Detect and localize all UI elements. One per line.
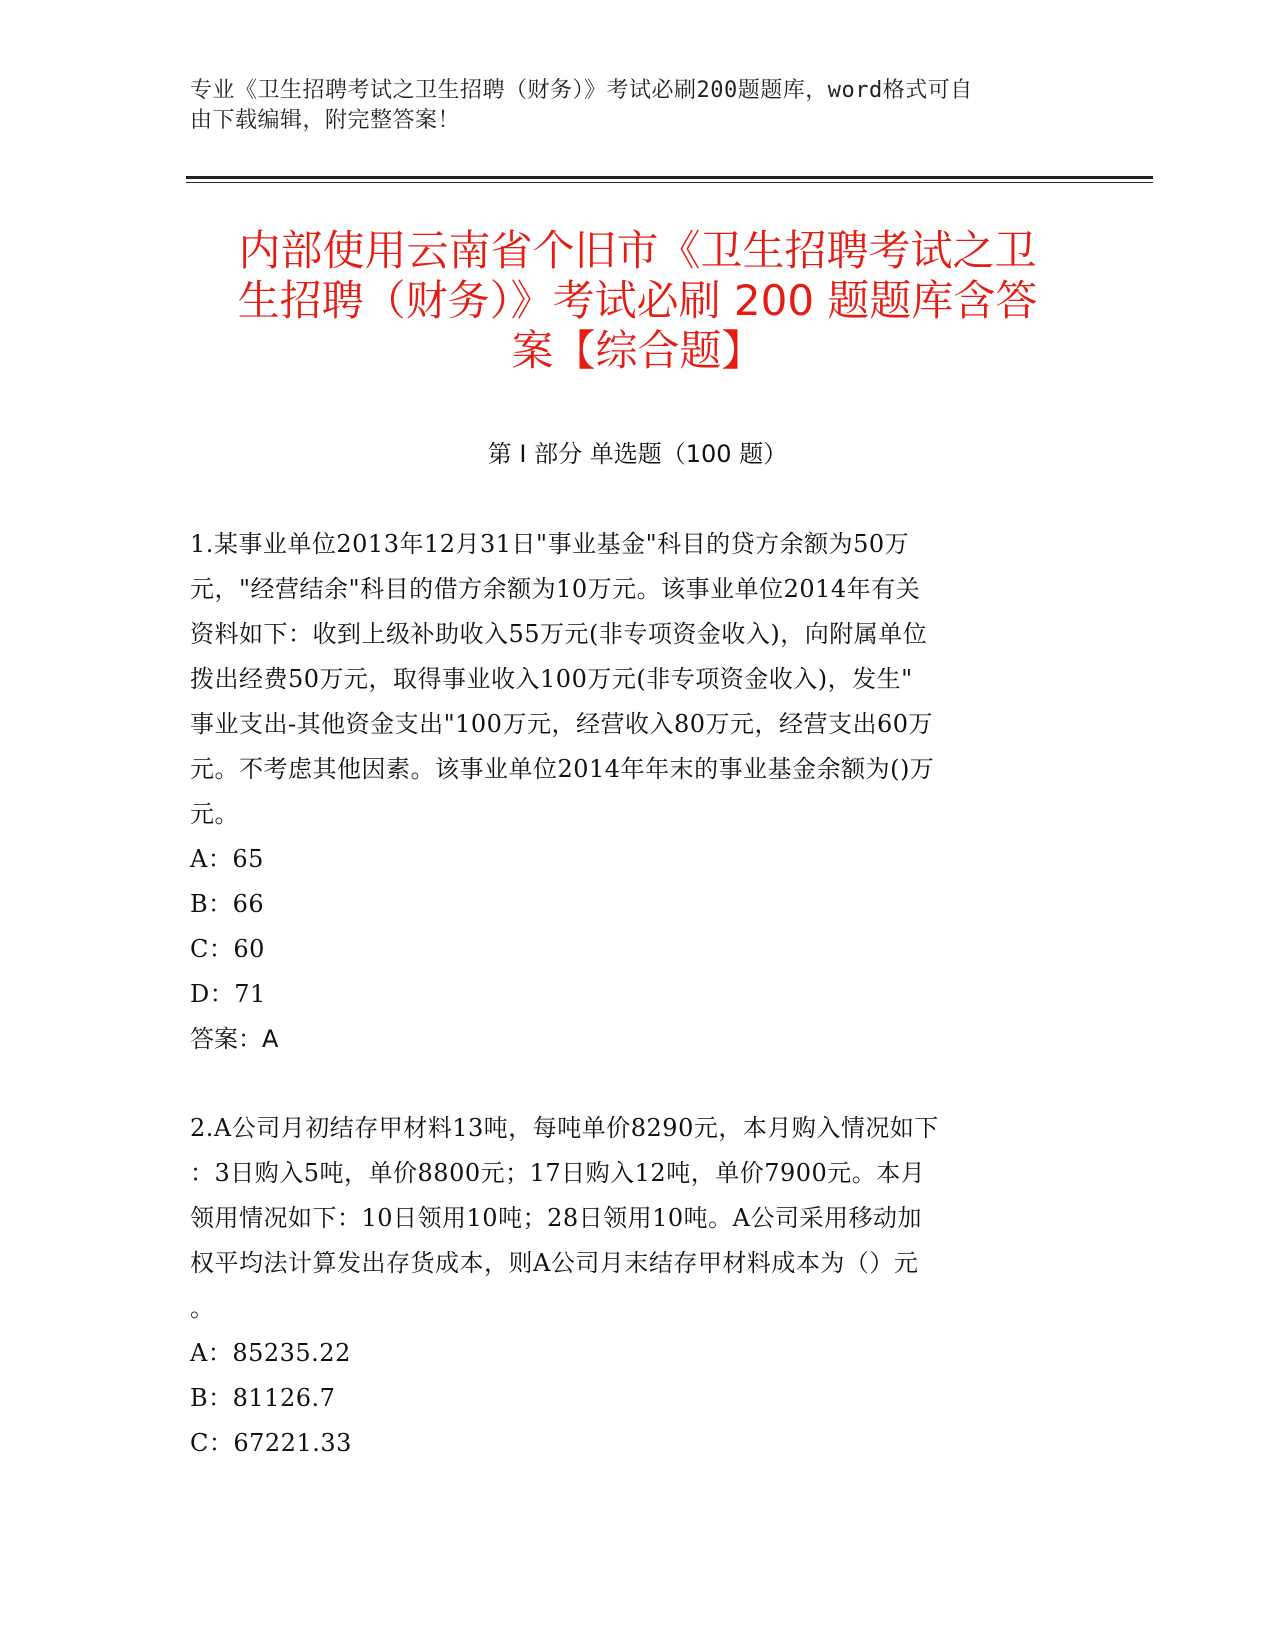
question-line: 权平均法计算发出存货成本，则A公司月末结存甲材料成本为（）元 xyxy=(190,1249,919,1277)
document-title xyxy=(160,226,1115,376)
title-line: 内部使用云南省个旧市《卫生招聘考试之卫 xyxy=(238,226,1037,275)
question-line: 资料如下：收到上级补助收入55万元(非专项资金收入)，向附属单位 xyxy=(190,620,928,648)
header-divider-thin xyxy=(186,182,1153,183)
question-line: 元。不考虑其他因素。该事业单位2014年年末的事业基金余额为()万 xyxy=(190,755,935,783)
option-b: B：81126.7 xyxy=(190,1384,336,1412)
question-line: ：3日购入5吨，单价8800元；17日购入12吨，单价7900元。本月 xyxy=(190,1159,926,1187)
question-stem xyxy=(190,1106,1080,1331)
question-line: 领用情况如下：10日领用10吨；28日领用10吨。A公司采用移动加 xyxy=(190,1204,922,1232)
option-c: C：60 xyxy=(190,935,265,963)
question-line: 拨出经费50万元，取得事业收入100万元(非专项资金收入)，发生" xyxy=(190,665,913,693)
question-line: 元。 xyxy=(190,800,239,828)
title-line: 生招聘（财务）》考试必刷 200 题题库含答 xyxy=(237,276,1038,325)
answer: 答案：A xyxy=(190,1025,279,1053)
header-note xyxy=(190,76,1090,136)
option-a: A：85235.22 xyxy=(190,1339,351,1367)
header-note-line: 由下载编辑，附完整答案！ xyxy=(190,108,461,133)
question-line: 元，"经营结余"科目的借方余额为10万元。该事业单位2014年有关 xyxy=(190,575,921,603)
title-line: 案【综合题】 xyxy=(511,326,764,375)
option-a: A：65 xyxy=(190,845,264,873)
question-1 xyxy=(190,522,1080,1062)
question-line: 事业支出-其他资金支出"100万元，经营收入80万元，经营支出60万 xyxy=(190,710,934,738)
option-c: C：67221.33 xyxy=(190,1429,352,1457)
question-stem xyxy=(190,522,1080,837)
section-title: 第 I 部分 单选题（100 题） xyxy=(487,440,788,468)
question-line: 1.某事业单位2013年12月31日"事业基金"科目的贷方余额为50万 xyxy=(190,530,910,558)
header-note-line: 专业《卫生招聘考试之卫生招聘（财务）》考试必刷200题题库，word格式可自 xyxy=(190,78,973,103)
option-b: B：66 xyxy=(190,890,265,918)
question-line: 。 xyxy=(190,1294,215,1322)
header-divider-thick xyxy=(186,176,1153,179)
question-2 xyxy=(190,1106,1080,1466)
option-d: D：71 xyxy=(190,980,266,1008)
question-line: 2.A公司月初结存甲材料13吨，每吨单价8290元，本月购入情况如下 xyxy=(190,1114,939,1142)
